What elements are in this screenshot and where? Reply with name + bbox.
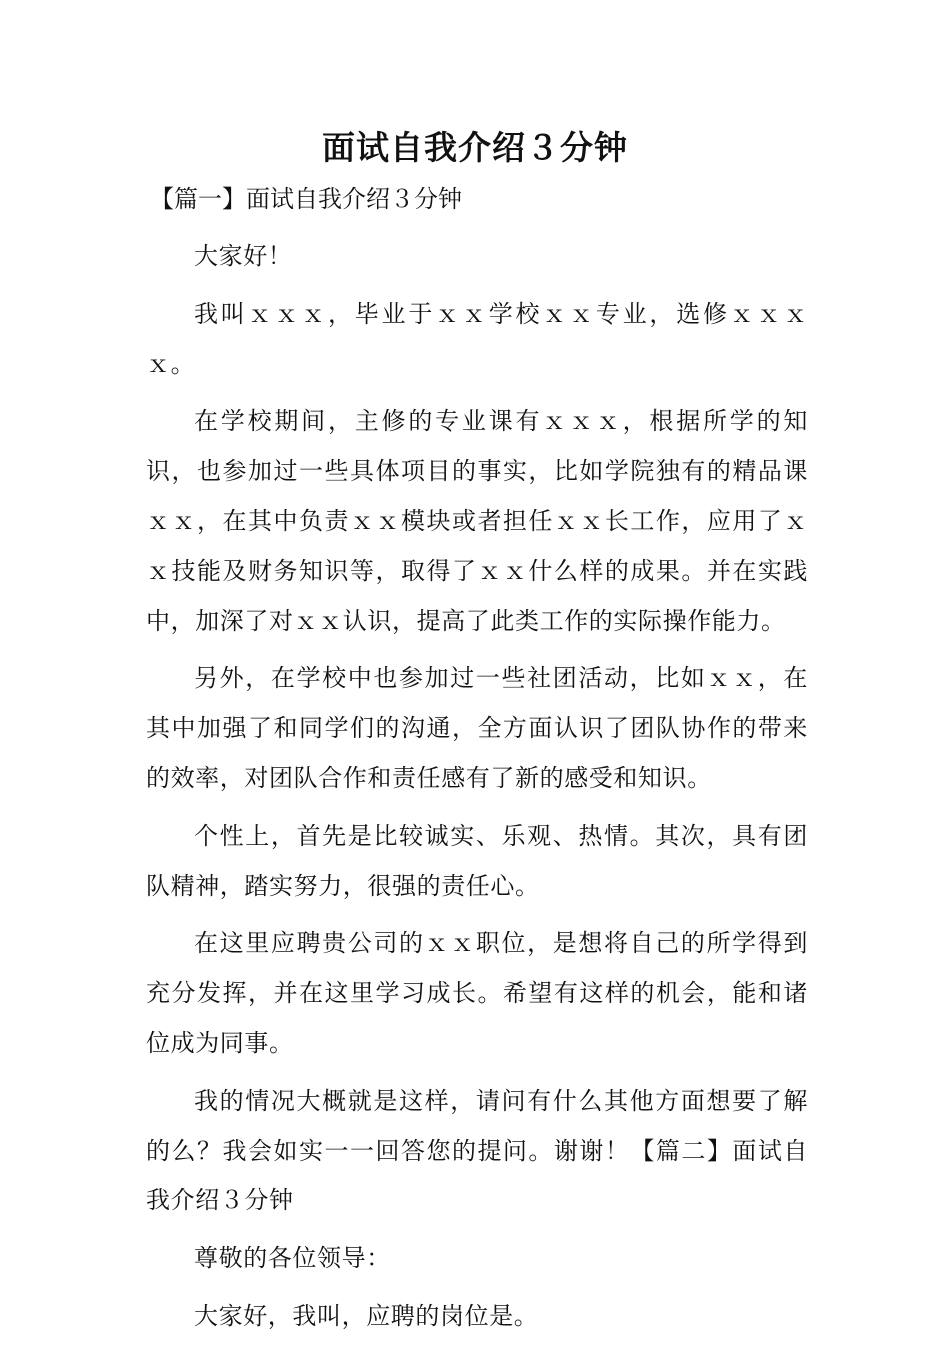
- paragraph-greeting: 大家好！: [194, 242, 293, 270]
- document-body: [146, 232, 808, 1350]
- paragraph-position: 在这里应聘贵公司的ｘｘ职位，是想将自己的所学得到充分发挥，并在这里学习成长。希望有这样的机会，能和诸位成为同事。: [146, 929, 808, 1057]
- paragraph-greeting-2: 大家好，我叫，应聘的岗位是。: [194, 1301, 539, 1330]
- paragraph-personality: 个性上，首先是比较诚实、乐观、热情。其次，具有团队精神，踏实努力，很强的责任心。: [146, 821, 808, 900]
- paragraph-closing-text: 我的情况大概就是这样，请问有什么其他方面想要了解的么？我会如实一一回答您的提问。谢谢！: [146, 1086, 808, 1165]
- paragraph-study: 在学校期间，主修的专业课有ｘｘｘ，根据所学的知识，也参加过一些具体项目的事实，比如学院独有的精品课ｘｘ，在其中负责ｘｘ模块或者担任ｘｘ长工作，应用了ｘｘ技能及财务知识等，取得了ｘｘ什么样的成果。并在实践中，加深了对ｘｘ认识，提高了此类工作的实际操作能力。: [146, 407, 808, 635]
- paragraph-intro: 我叫ｘｘｘ，毕业于ｘｘ学校ｘｘ专业，选修ｘｘｘｘ。: [146, 299, 808, 378]
- paragraph-closing: [146, 1077, 808, 1226]
- paragraph-activities: 另外，在学校中也参加过一些社团活动，比如ｘｘ，在其中加强了和同学们的沟通，全方面认识了团队协作的带来的效率，对团队合作和责任感有了新的感受和知识。: [146, 664, 808, 792]
- section-heading-1: 【篇一】面试自我介绍３分钟: [150, 185, 462, 213]
- paragraph-salutation: 尊敬的各位领导：: [194, 1244, 391, 1273]
- document-title: 面试自我介绍３分钟: [322, 128, 628, 167]
- section-heading-2: 【篇二】面试自我介绍３分钟: [146, 1136, 808, 1215]
